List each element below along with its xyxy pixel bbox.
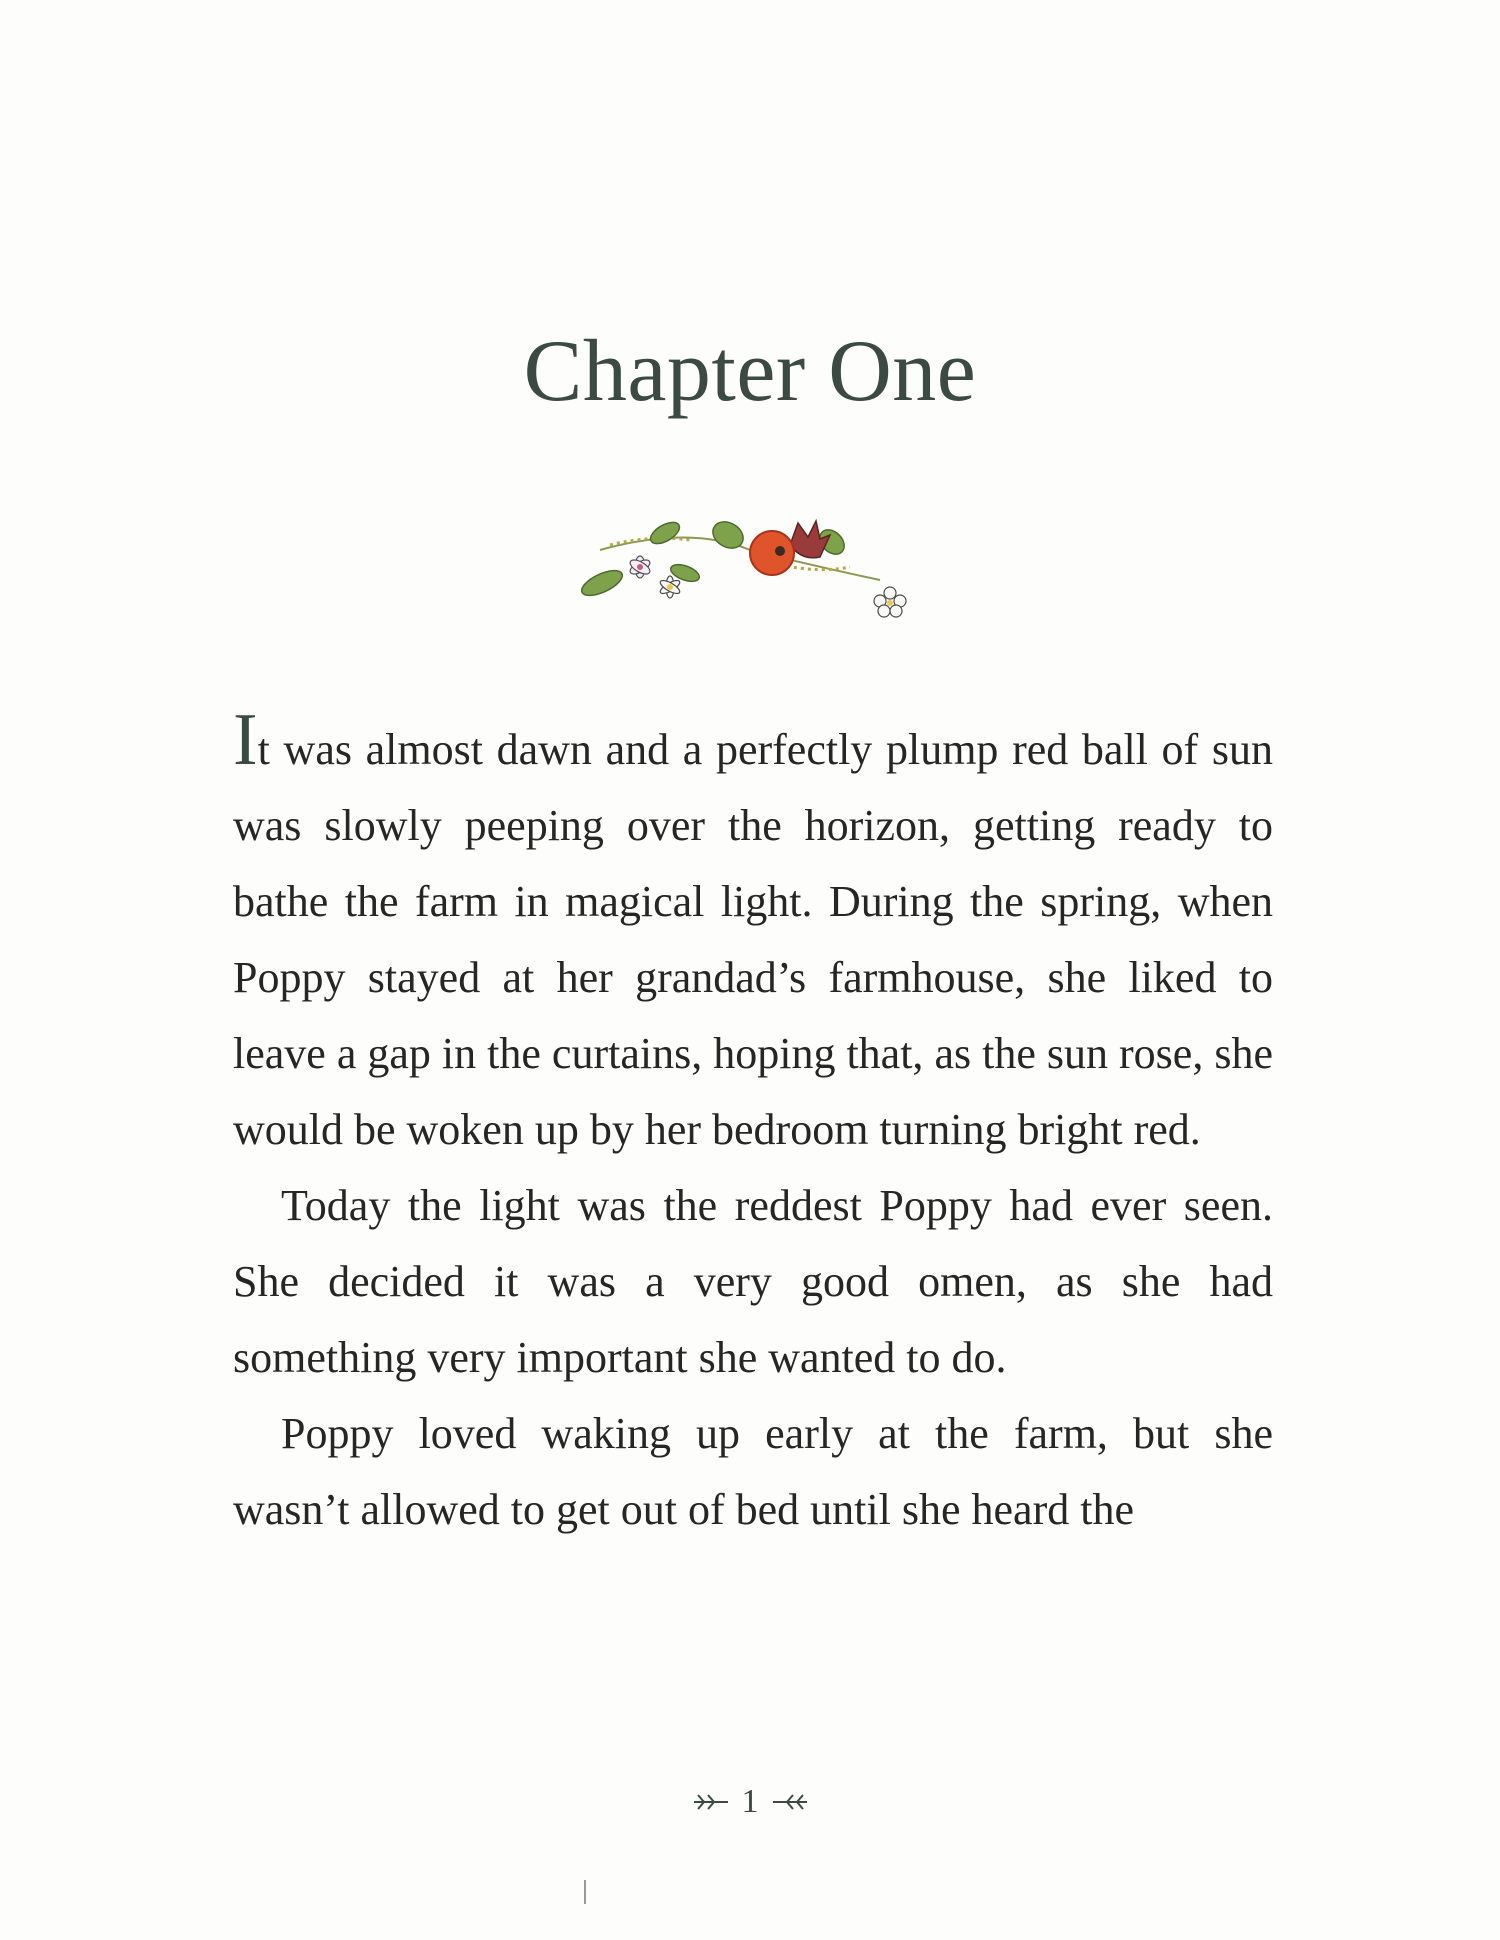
scan-mark [584,1880,586,1904]
chapter-title: Chapter One [523,323,977,420]
leaf-sprig-right-icon [690,1790,734,1814]
paragraph-3: Poppy loved waking up early at the farm, but she wasn’t allowed to get out of bed until she heard the [233,1409,1273,1534]
floral-garland-icon [580,505,920,620]
paragraph-2: Today the light was the reddest Poppy had ever seen. She decided it was a very good omen, as she had something very important she wanted to do. [233,1181,1273,1382]
paragraph-1-text: t was almost dawn and a perfectly plump red ball of sun was slowly peeping over the horizon, getting ready to bathe the farm in magical light. During the spring, when Poppy stayed at her grandad’s farmhouse, she liked to leave a gap in the curtains, hoping that, as the sun rose, she would be woken up by her bedroom turning bright red. [233,725,1273,1154]
chapter-body [233,699,1273,1548]
page-footer [0,1782,1500,1822]
drop-cap: I [233,699,258,781]
paragraph-1 [233,699,1273,1168]
page-number: 1 [741,1783,759,1820]
leaf-sprig-left-icon [767,1790,811,1814]
